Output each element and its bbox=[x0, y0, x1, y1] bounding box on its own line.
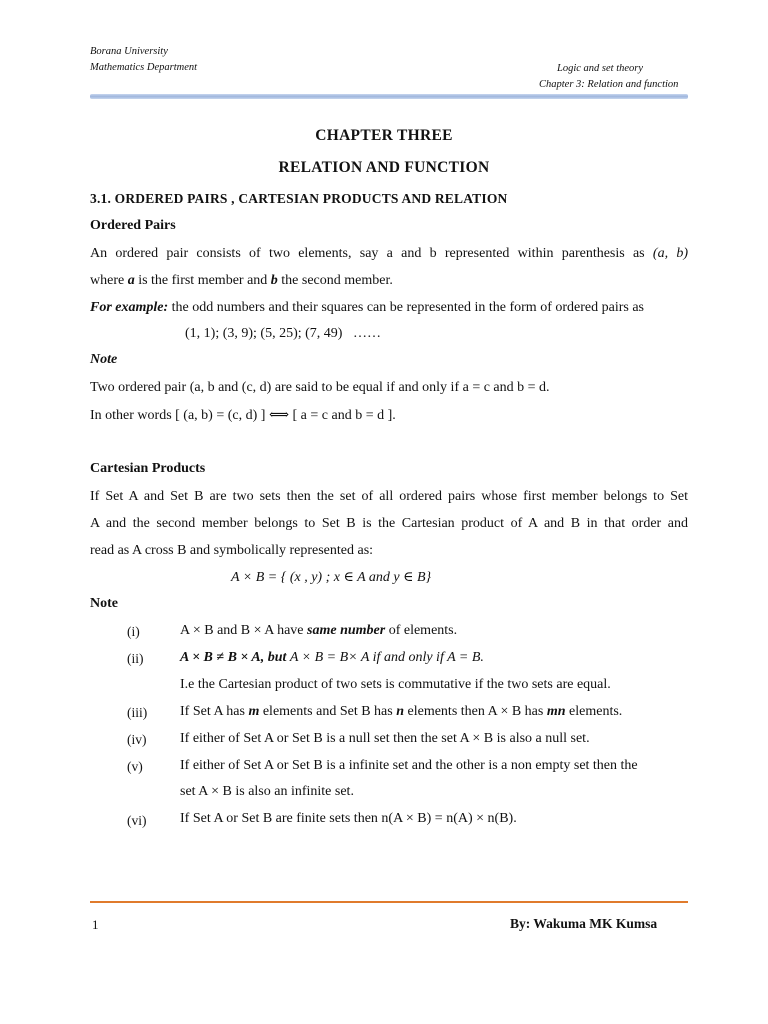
var-b: b bbox=[270, 273, 278, 288]
note-item-5: If either of Set A or Set B is a infinite set and the other is a non empty set then the bbox=[180, 758, 638, 773]
item-3-mid2: elements then A × B has bbox=[404, 704, 547, 719]
note-line-1: Two ordered pair (a, b and (c, d) are said to be equal if and only if a = c and b = d. bbox=[90, 380, 550, 395]
ordered-pairs-heading: Ordered Pairs bbox=[90, 218, 176, 233]
item-1-pre: A × B and B × A have bbox=[180, 623, 308, 638]
header-department: Mathematics Department bbox=[90, 62, 198, 73]
note-item-6: If Set A or Set B are finite sets then n(A × B) = n(A) × n(B). bbox=[180, 811, 517, 826]
item-1-emphasis: same number bbox=[307, 623, 386, 638]
example-pairs: (1, 1); (3, 9); (5, 25); (7, 49) …… bbox=[185, 326, 381, 341]
item-2-italic: A × B = B× A if and only if A = B. bbox=[289, 650, 484, 665]
header-rule bbox=[90, 94, 688, 99]
text-where: where bbox=[90, 273, 125, 288]
header-chapter: Chapter 3: Relation and function bbox=[539, 79, 679, 90]
chapter-subtitle: RELATION AND FUNCTION bbox=[278, 159, 490, 176]
note-item-2-line2: I.e the Cartesian product of two sets is commutative if the two sets are equal. bbox=[180, 677, 611, 692]
chapter-title: CHAPTER THREE bbox=[315, 127, 453, 144]
cartesian-line-2: A and the second member belongs to Set B is the Cartesian product of A and B in that order and bbox=[90, 516, 688, 531]
example-text: the odd numbers and their squares can be represented in the form of ordered pairs as bbox=[171, 300, 644, 315]
text-first-member: is the first member and bbox=[138, 273, 268, 288]
cartesian-note-label: Note bbox=[90, 596, 118, 611]
header-university: Borana University bbox=[90, 46, 168, 57]
section-heading: 3.1. ORDERED PAIRS , CARTESIAN PRODUCTS AND RELATION bbox=[90, 191, 508, 206]
note-item-1 bbox=[180, 623, 457, 639]
ordered-pairs-paragraph-line2 bbox=[90, 272, 688, 290]
cartesian-line-1: If Set A and Set B are two sets then the set of all ordered pairs whose first member belongs to Set bbox=[90, 489, 688, 504]
note-line-2: In other words [ (a, b) = (c, d) ] ⟺ [ a = c and b = d ]. bbox=[90, 408, 396, 423]
example-line bbox=[90, 299, 688, 317]
header-course: Logic and set theory bbox=[557, 63, 644, 74]
note-item-5-line2: set A × B is also an infinite set. bbox=[180, 784, 354, 799]
cartesian-heading: Cartesian Products bbox=[90, 461, 206, 476]
ordered-pairs-paragraph-line1 bbox=[90, 245, 688, 263]
note-item-4: If either of Set A or Set B is a null set then the set A × B is also a null set. bbox=[180, 731, 590, 746]
note-item-3 bbox=[180, 704, 622, 720]
item-1-post: of elements. bbox=[385, 623, 458, 638]
item-number: (vi) bbox=[127, 813, 147, 828]
var-a: a bbox=[127, 273, 135, 288]
example-label: For example: bbox=[90, 300, 169, 315]
note-label: Note bbox=[90, 352, 118, 367]
item-3-post: elements. bbox=[565, 704, 623, 719]
text-second-member: the second member. bbox=[281, 273, 393, 288]
item-number: (iii) bbox=[127, 705, 148, 720]
item-3-mn: mn bbox=[546, 704, 566, 719]
item-number: (v) bbox=[127, 759, 143, 774]
ordered-pair-notation: (a, b) bbox=[652, 246, 688, 261]
footer-author: By: Wakuma MK Kumsa bbox=[510, 916, 658, 931]
cartesian-line-3: read as A cross B and symbolically represented as: bbox=[90, 543, 374, 558]
ordered-pairs-definition: An ordered pair consists of two elements, say a and b represented within parenthesis as bbox=[90, 246, 645, 261]
page-number: 1 bbox=[92, 917, 99, 932]
cartesian-formula: A × B = { (x , y) ; x ∈ A and y ∈ B} bbox=[231, 570, 432, 585]
item-3-m: m bbox=[248, 704, 260, 719]
item-2-bold: A × B ≠ B × A, but bbox=[180, 650, 290, 665]
item-number: (i) bbox=[127, 624, 140, 639]
item-3-mid: elements and Set B has bbox=[259, 704, 397, 719]
item-number: (iv) bbox=[127, 732, 147, 747]
item-3-pre: If Set A has bbox=[180, 704, 249, 719]
item-number: (ii) bbox=[127, 651, 144, 666]
footer-rule bbox=[90, 901, 688, 903]
item-3-n: n bbox=[396, 704, 405, 719]
note-item-2 bbox=[180, 650, 484, 666]
